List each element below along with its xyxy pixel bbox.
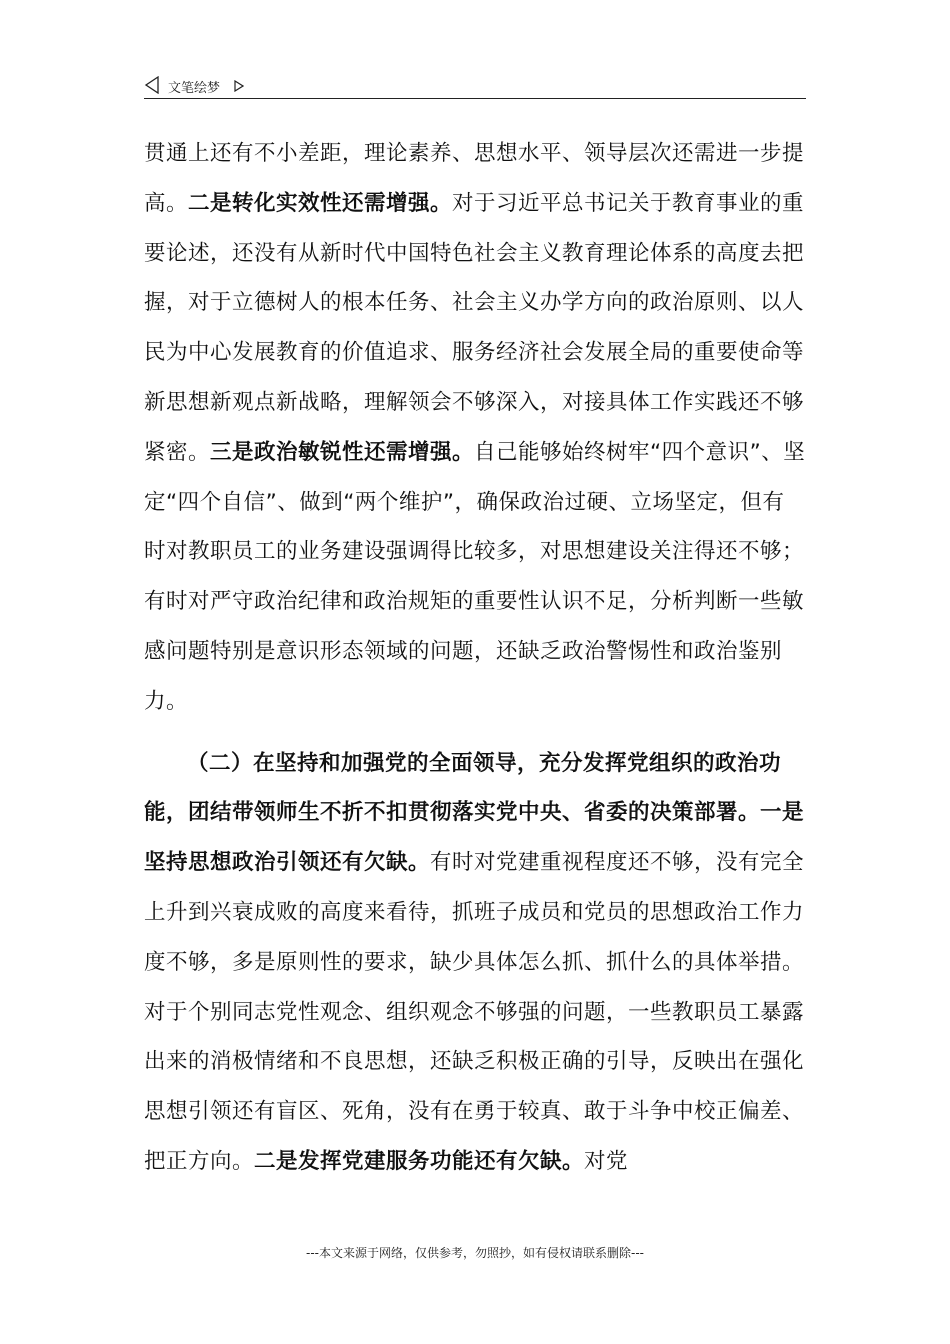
- document-body: [144, 129, 806, 1187]
- page-header: [144, 74, 806, 99]
- triangle-right-outline-icon: [234, 77, 244, 96]
- paragraph-2-text-2: 对党: [584, 1148, 629, 1174]
- paragraph-1-text-1: 贯通上还有不小差距，理论素养、思想水平、领导层次还需进一步提高。: [144, 141, 805, 216]
- paragraph-2: [144, 739, 806, 1187]
- header-title: 文笔绘梦: [168, 81, 221, 96]
- paragraph-2-bold-2: 二是发挥党建服务功能还有欠缺。: [254, 1148, 585, 1174]
- paragraph-1-bold-2: 三是政治敏锐性还需增强。: [210, 439, 475, 465]
- triangle-left-outline-icon: [144, 76, 160, 98]
- paragraph-1: [144, 129, 806, 727]
- paragraph-2-bold-1: （二）在坚持和加强党的全面领导，充分发挥党组织的政治功能，团结带领师生不折不扣贯彻落实党中央、省委的决策部署。一是坚持思想政治引领还有欠缺。: [144, 750, 805, 876]
- footer-disclaimer: ---本文来源于网络，仅供参考，勿照抄，如有侵权请联系删除---: [306, 1246, 644, 1260]
- paragraph-1-bold-1: 二是转化实效性还需增强。: [188, 190, 453, 216]
- paragraph-1-text-2: 对于习近平总书记关于教育事业的重要论述，还没有从新时代中国特色社会主义教育理论体系的高度去把握，对于立德树人的根本任务、社会主义办学方向的政治原则、以人民为中心发展教育的价值追求、服务经济社会发展全局的重要使命等新思想新观点新战略，理解领会不够深入，对接具体工作实践还不够紧密。: [144, 190, 805, 465]
- paragraph-2-text-1: 有时对党建重视程度还不够，没有完全上升到兴衰成败的高度来看待，抓班子成员和党员的思想政治工作力度不够，多是原则性的要求，缺少具体怎么抓、抓什么的具体举措。对于个别同志党性观念、组织观念不够强的问题，一些教职员工暴露出来的消极情绪和不良思想，还缺乏积极正确的引导，反映出在强化思想引领还有盲区、死角，没有在勇于较真、敢于斗争中校正偏差、把正方向。: [144, 850, 805, 1174]
- paragraph-1-text-3: 自己能够始终树牢“四个意识”、坚定“四个自信”、做到“两个维护”，确保政治过硬、立场坚定，但有时对教职员工的业务建设强调得比较多，对思想建设关注得还不够；有时对严守政治纪律和政治规矩的重要性认识不足，分析判断一些敏感问题特别是意识形态领域的问题，还缺乏政治警惕性和政治鉴别力。: [144, 439, 806, 714]
